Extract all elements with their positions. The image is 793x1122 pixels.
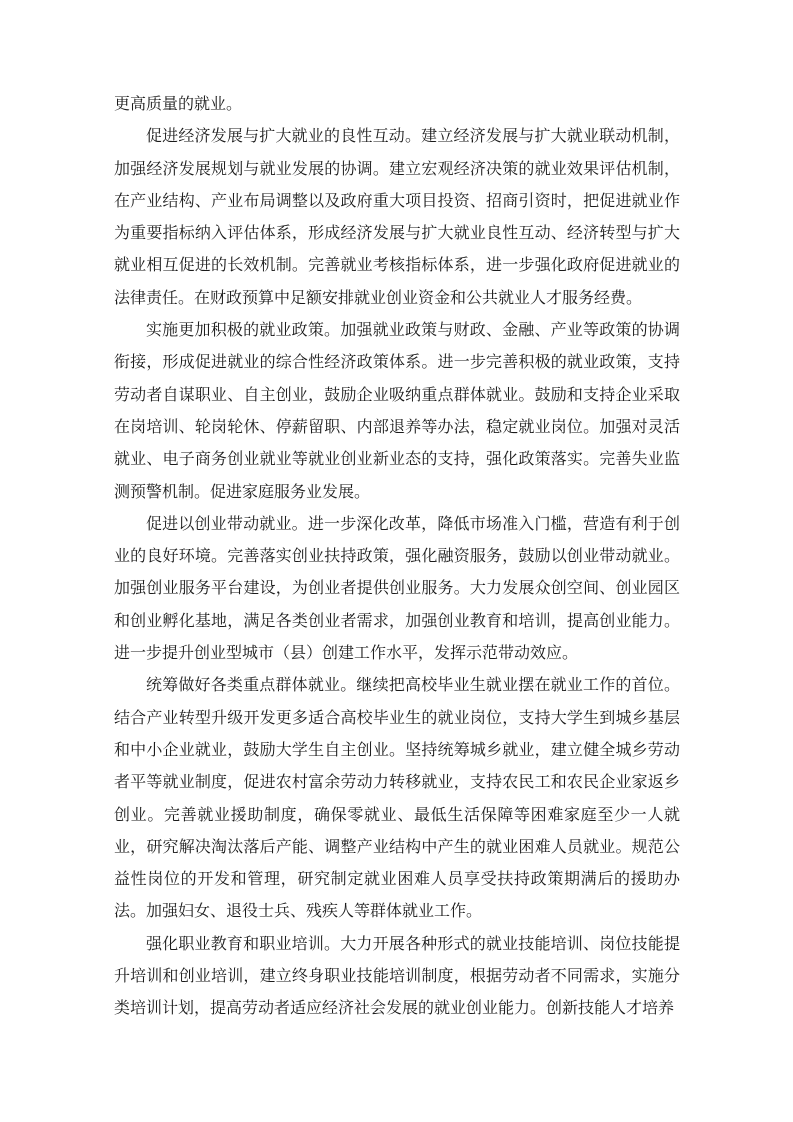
paragraph-entrepreneurship: 促进以创业带动就业。进一步深化改革，降低市场准入门槛，营造有利于创业的良好环境。完善落实创业扶持政策，强化融资服务，鼓励以创业带动就业。加强创业服务平台建设，为创业者提供创业服务。大力发展众创空间、创业园区和创业孵化基地，满足各类创业者需求，加强创业教育和培训，提高创业能力。进一步提升创业型城市（县）创建工作水平，发挥示范带动效应。 — [114, 513, 680, 663]
document-page — [114, 88, 680, 1025]
paragraph-economic-development: 促进经济发展与扩大就业的良性互动。建立经济发展与扩大就业联动机制，加强经济发展规划与就业发展的协调。建立宏观经济决策的就业效果评估机制，在产业结构、产业布局调整以及政府重大项目投资、招商引资时，把促进就业作为重要指标纳入评估体系，形成经济发展与扩大就业良性互动、经济转型与扩大就业相互促进的长效机制。完善就业考核指标体系，进一步强化政府促进就业的法律责任。在财政预算中足额安排就业创业资金和公共就业人才服务经费。 — [114, 126, 680, 307]
paragraph-continuation: 更高质量的就业。 — [114, 94, 243, 113]
paragraph-key-groups: 统筹做好各类重点群体就业。继续把高校毕业生就业摆在就业工作的首位。结合产业转型升级开发更多适合高校毕业生的就业岗位，支持大学生到城乡基层和中小企业就业，鼓励大学生自主创业。坚持统筹城乡就业，建立健全城乡劳动者平等就业制度，促进农村富余劳动力转移就业，支持农民工和农民企业家返乡创业。完善就业援助制度，确保零就业、最低生活保障等困难家庭至少一人就业，研究解决淘汰落后产能、调整产业结构中产生的就业困难人员就业。规范公益性岗位的开发和管理，研究制定就业困难人员享受扶持政策期满后的援助办法。加强妇女、退役士兵、残疾人等群体就业工作。 — [114, 675, 680, 921]
paragraph-employment-policy: 实施更加积极的就业政策。加强就业政策与财政、金融、产业等政策的协调衔接，形成促进就业的综合性经济政策体系。进一步完善积极的就业政策，支持劳动者自谋职业、自主创业，鼓励企业吸纳重点群体就业。鼓励和支持企业采取在岗培训、轮岗轮休、停薪留职、内部退养等办法，稳定就业岗位。加强对灵活就业、电子商务创业就业等就业创业新业态的支持，强化政策落实。完善失业监测预警机制。促进家庭服务业发展。 — [114, 320, 680, 501]
paragraph-vocational-training: 强化职业教育和职业培训。大力开展各种形式的就业技能培训、岗位技能提升培训和创业培训，建立终身职业技能培训制度，根据劳动者不同需求，实施分类培训计划，提高劳动者适应经济社会发展的就业创业能力。创新技能人才培养 — [114, 933, 680, 1018]
